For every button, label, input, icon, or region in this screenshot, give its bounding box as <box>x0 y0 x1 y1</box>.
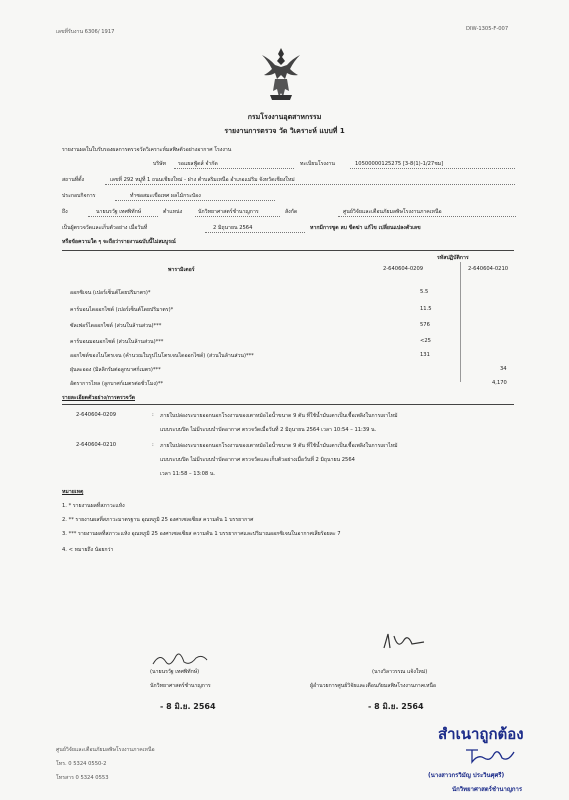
table-row-value: 131 <box>420 352 430 358</box>
table-row-value: 4,170 <box>492 380 507 386</box>
inspector-signature-icon <box>150 648 210 670</box>
table-row-param: อัตราการไหล (ลูกบาศก์เมตรต่อชั่วโมง)** <box>70 381 164 387</box>
position-label: ตำแหน่ง <box>163 209 183 215</box>
registration-number: 10500000125275 [3-8(1)-1/27ชม] <box>355 161 444 167</box>
director-signature-name: (นางวิลาวรรณ แจ้งใหม่) <box>372 669 428 675</box>
sample-details-heading: รายละเอียดตัวอย่าง/การตรวจวัด <box>62 395 136 401</box>
certifier-signature-icon <box>462 744 518 766</box>
inspector-signature-title: นักวิทยาศาสตร์ชำนาญการ <box>150 683 211 689</box>
sample-code: 2-640604-0209 <box>76 412 117 418</box>
sampling-date: 2 มิถุนายน 2564 <box>213 225 253 231</box>
inspector-name: นายนรวัฐ เทศพิทักษ์ <box>96 209 142 215</box>
code-column-2: 2-640604-0210 <box>468 266 509 272</box>
affiliation-label: สังกัด <box>285 209 298 215</box>
director-signature-icon <box>380 630 430 654</box>
director-signature-date: - 8 มิ.ย. 2564 <box>368 702 424 711</box>
table-row-value: 576 <box>420 322 430 328</box>
sample-description-line: เวลา 11:58 – 13:08 น. <box>160 471 216 477</box>
table-row-value: 11.5 <box>420 306 432 312</box>
footer-phone: โทร. 0 5324 0550-2 <box>56 761 107 767</box>
footer-center-name: ศูนย์วิจัยและเตือนภัยมลพิษโรงงานภาคเหนือ <box>56 747 155 753</box>
note-item: 2. ** รายงานผลที่สภาวะมาตรฐาน อุณหภูมิ 25 องศาเซลเซียส ความดัน 1 บรรยากาศ <box>62 517 254 523</box>
sampling-label: เป็นผู้ตรวจวัดและเก็บตัวอย่าง เมื่อวันที่ <box>62 225 148 231</box>
note-item: 3. *** รายงานผลที่สภาวะแห้ง อุณหภูมิ 25 องศาเซลเซียส ความดัน 1 บรรยากาศและปริมาณออกซิเจนในอากาศเสียร้อยละ 7 <box>62 531 341 537</box>
sample-code: 2-640604-0210 <box>76 442 117 448</box>
by-label: ถึง <box>62 209 68 215</box>
table-top-rule <box>62 250 514 251</box>
receipt-number: เลขที่รับงาน 6306/ 1917 <box>56 29 115 35</box>
table-row-param: ซัลเฟอร์ไดออกไซด์ (ส่วนในล้านส่วน)*** <box>70 323 162 329</box>
table-row-param: คาร์บอนมอนอกไซด์ (ส่วนในล้านส่วน)*** <box>70 339 164 345</box>
affiliation-value: ศูนย์วิจัยและเตือนภัยมลพิษโรงงานภาคเหนือ <box>343 209 442 215</box>
table-row-value: 5.5 <box>420 289 429 295</box>
sample-description-line: ภายในปล่องระบายออกนอกโรงงานของเตาหม้อไอน้ำขนาด 9 ตัน ที่ใช้น้ำมันเตาเป็นเชื้อเพลิงในการเผาไหม้ <box>160 413 398 419</box>
company-label: บริษัท <box>153 161 166 167</box>
intro-text: รายงานผลในใบรับรองผลการตรวจวัดวิเคราะห์มลพิษตัวอย่างอากาศ โรงงาน <box>62 147 232 153</box>
sample-description-line: แบบระบบปิด ไม่มีระบบบำบัดอากาศ ตรวจวัดเมื่อวันที่ 2 มิถุนายน 2564 เวลา 10:54 – 11:39 น. <box>160 427 377 433</box>
business-label: ประกอบกิจการ <box>62 193 96 199</box>
table-row-value: <25 <box>420 338 431 344</box>
garuda-emblem-icon <box>258 45 304 103</box>
company-name: รอแยลฟู้ดส์ จำกัด <box>178 161 218 167</box>
registration-label: ทะเบียนโรงงาน <box>300 161 335 167</box>
location-label: สถานที่ตั้ง <box>62 177 85 183</box>
correction-note: หากมีการขูด ลบ ขีดฆ่า แก้ไข เปลี่ยนแปลงตัวเลข <box>310 225 421 231</box>
certified-copy-stamp: สำเนาถูกต้อง <box>438 725 524 743</box>
parameter-header: พารามิเตอร์ <box>168 267 195 273</box>
note-item: 4. < หมายถึง น้อยกว่า <box>62 547 114 553</box>
document-page: เลขที่รับงาน 6306/ 1917 DIW-1305-F-007 กรมโรงงานอุตสาหกรรม รายงานการตรวจ วัด วิเคราะห์ แบบที่ 1 รายงานผลในใบรับรองผลการตรวจวัดวิเคราะห์มลพิษตัวอย่างอากาศ โรงงาน บริษัท รอแยลฟู้ดส์ จำกัด ทะเบียนโรงงาน 10500000125275 [3-8(1)-1/27ชม] สถานที่ตั้ง เลขที่ 292 หมู่ที่ 1 ถนนเชียงใหม่ - ฝาง ตำบลริมเหนือ อำเภอแม่ริม จังหวัดเชียงใหม่ ประกอบกิจการ ทำซอสมะเขือเทศ ผลไม้กระป๋อง ถึง นายนรวัฐ เทศพิทักษ์ ตำแหน่ง นักวิทยาศาสตร์ชำนาญการ สังกัด ศูนย์วิจัยและเตือนภัยมลพิษโรงงานภาคเหนือ เป็นผู้ตรวจวัดและเก็บตัวอย่าง เมื่อวันที่ 2 มิถุนายน 2564 หากมีการขูด ลบ ขีดฆ่า แก้ไข เปลี่ยนแปลงตัวเลข หรือข้อความใด ๆ จะถือว่ารายงานฉบับนี้ไม่สมบูรณ์ รหัสปฏิบัติการ พารามิเตอร์ 2-640604-0209 2-640604-0210 ออกซิเจน (เปอร์เซ็นต์โดยปริมาตร)* 5.5 คาร์บอนไดออกไซด์ (เปอร์เซ็นต์โดยปริมาตร)* 11.5 ซัลเฟอร์ไดออกไซด์ (ส่วนในล้านส่วน)*** 576 คาร์บอนมอนอกไซด์ (ส่วนในล้านส่วน)*** <25 ออกไซด์ของไนโตรเจน (คำนวณในรูปไนโตรเจนไดออกไซด์) (ส่วนในล้านส่วน)*** 131 ฝุ่นละออง (มิลลิกรัมต่อลูกบาศก์เมตร)*** 34 อัตราการไหล (ลูกบาศก์เมตรต่อชั่วโมง)** 4,170 รายละเอียดตัวอย่าง/การตรวจวัด 2-640604-0209 : ภายในปล่องระบายออกนอกโรงงานของเตาหม้อไอน้ำขนาด 9 ตัน ที่ใช้น้ำมันเตาเป็นเชื้อเพลิงในการเผาไหม้ แบบระบบปิด ไม่มีระบบบำบัดอากาศ ตรวจวัดเมื่อวันที่ 2 มิถุนายน 2564 เวลา 10:54 – 11:39 น. 2-640604-0210 : ภายในปล่องระบายออกนอกโรงงานของเตาหม้อไอน้ำขนาด 9 ตัน ที่ใช้น้ำมันเตาเป็นเชื้อเพลิงในการเผาไหม้ แบบระบบปิด ไม่มีระบบบำบัดอากาศ ตรวจวัดและเก็บตัวอย่างเมื่อวันที่ 2 มิถุนายน 2564 เวลา 11:58 – 13:08 น. หมายเหตุ 1. * รายงานผลที่สภาวะแห้ง 2. ** รายงานผลที่สภาวะมาตรฐาน อุณหภูมิ 25 องศาเซลเซียส ความดัน 1 บรรยากาศ 3. *** รายงานผลที่สภาวะแห้ง อุณหภูมิ 25 องศาเซลเซียส ความดัน 1 บรรยากาศและปริมาณออกซิเจนในอากาศเสียร้อยละ 7 4. < หมายถึง น้อยกว่า (นายนรวัฐ เทศพิทักษ์) นักวิทยาศาสตร์ชำนาญการ - 8 มิ.ย. 2564 (นางวิลาวรรณ แจ้งใหม่) ผู้อำนวยการศูนย์วิจัยและเตือนภัยมลพิษโรงงานภาคเหนือ - 8 มิ.ย. 2564 สำเนาถูกต้อง (นางสาวกรวิมัญ ประวินศุศรี) นักวิทยาศาสตร์ชำนาญการ ศูนย์วิจัยและเตือนภัยมลพิษโรงงานภาคเหนือ โทร. 0 5324 0550-2 โทรสาร 0 5324 0553 <box>0 0 569 800</box>
sample-description-line: ภายในปล่องระบายออกนอกโรงงานของเตาหม้อไอน้ำขนาด 9 ตัน ที่ใช้น้ำมันเตาเป็นเชื้อเพลิงในการเผาไหม้ <box>160 443 398 449</box>
code-header: รหัสปฏิบัติการ <box>437 255 469 261</box>
table-row-param: ออกไซด์ของไนโตรเจน (คำนวณในรูปไนโตรเจนไดออกไซด์) (ส่วนในล้านส่วน)*** <box>70 353 254 359</box>
certifier-name: (นางสาวกรวิมัญ ประวินศุศรี) <box>428 772 505 779</box>
report-title: รายงานการตรวจ วัด วิเคราะห์ แบบที่ 1 <box>224 127 345 135</box>
certifier-title: นักวิทยาศาสตร์ชำนาญการ <box>452 786 523 793</box>
inspector-signature-name: (นายนรวัฐ เทศพิทักษ์) <box>150 669 200 675</box>
organization-title: กรมโรงงานอุตสาหกรรม <box>247 113 322 121</box>
table-row-param: ฝุ่นละออง (มิลลิกรัมต่อลูกบาศก์เมตร)*** <box>70 367 161 373</box>
notes-heading: หมายเหตุ <box>62 489 84 495</box>
table-row-param: คาร์บอนไดออกไซด์ (เปอร์เซ็นต์โดยปริมาตร)* <box>70 307 174 313</box>
footer-fax: โทรสาร 0 5324 0553 <box>56 775 109 781</box>
note-item: 1. * รายงานผลที่สภาวะแห้ง <box>62 503 125 509</box>
position-value: นักวิทยาศาสตร์ชำนาญการ <box>198 209 259 215</box>
sample-description-line: แบบระบบปิด ไม่มีระบบบำบัดอากาศ ตรวจวัดและเก็บตัวอย่างเมื่อวันที่ 2 มิถุนายน 2564 <box>160 457 355 463</box>
table-row-param: ออกซิเจน (เปอร์เซ็นต์โดยปริมาตร)* <box>70 290 151 296</box>
table-row-value: 34 <box>500 366 507 372</box>
address-value: เลขที่ 292 หมู่ที่ 1 ถนนเชียงใหม่ - ฝาง ตำบลริมเหนือ อำเภอแม่ริม จังหวัดเชียงใหม่ <box>110 177 295 183</box>
sample-details-rule <box>62 404 514 405</box>
document-code: DIW-1305-F-007 <box>466 26 509 32</box>
inspector-signature-date: - 8 มิ.ย. 2564 <box>160 702 216 711</box>
incomplete-warning: หรือข้อความใด ๆ จะถือว่ารายงานฉบับนี้ไม่สมบูรณ์ <box>62 239 176 245</box>
director-signature-title: ผู้อำนวยการศูนย์วิจัยและเตือนภัยมลพิษโรงงานภาคเหนือ <box>310 683 437 689</box>
code-column-1: 2-640604-0209 <box>383 266 424 272</box>
business-value: ทำซอสมะเขือเทศ ผลไม้กระป๋อง <box>130 193 201 199</box>
